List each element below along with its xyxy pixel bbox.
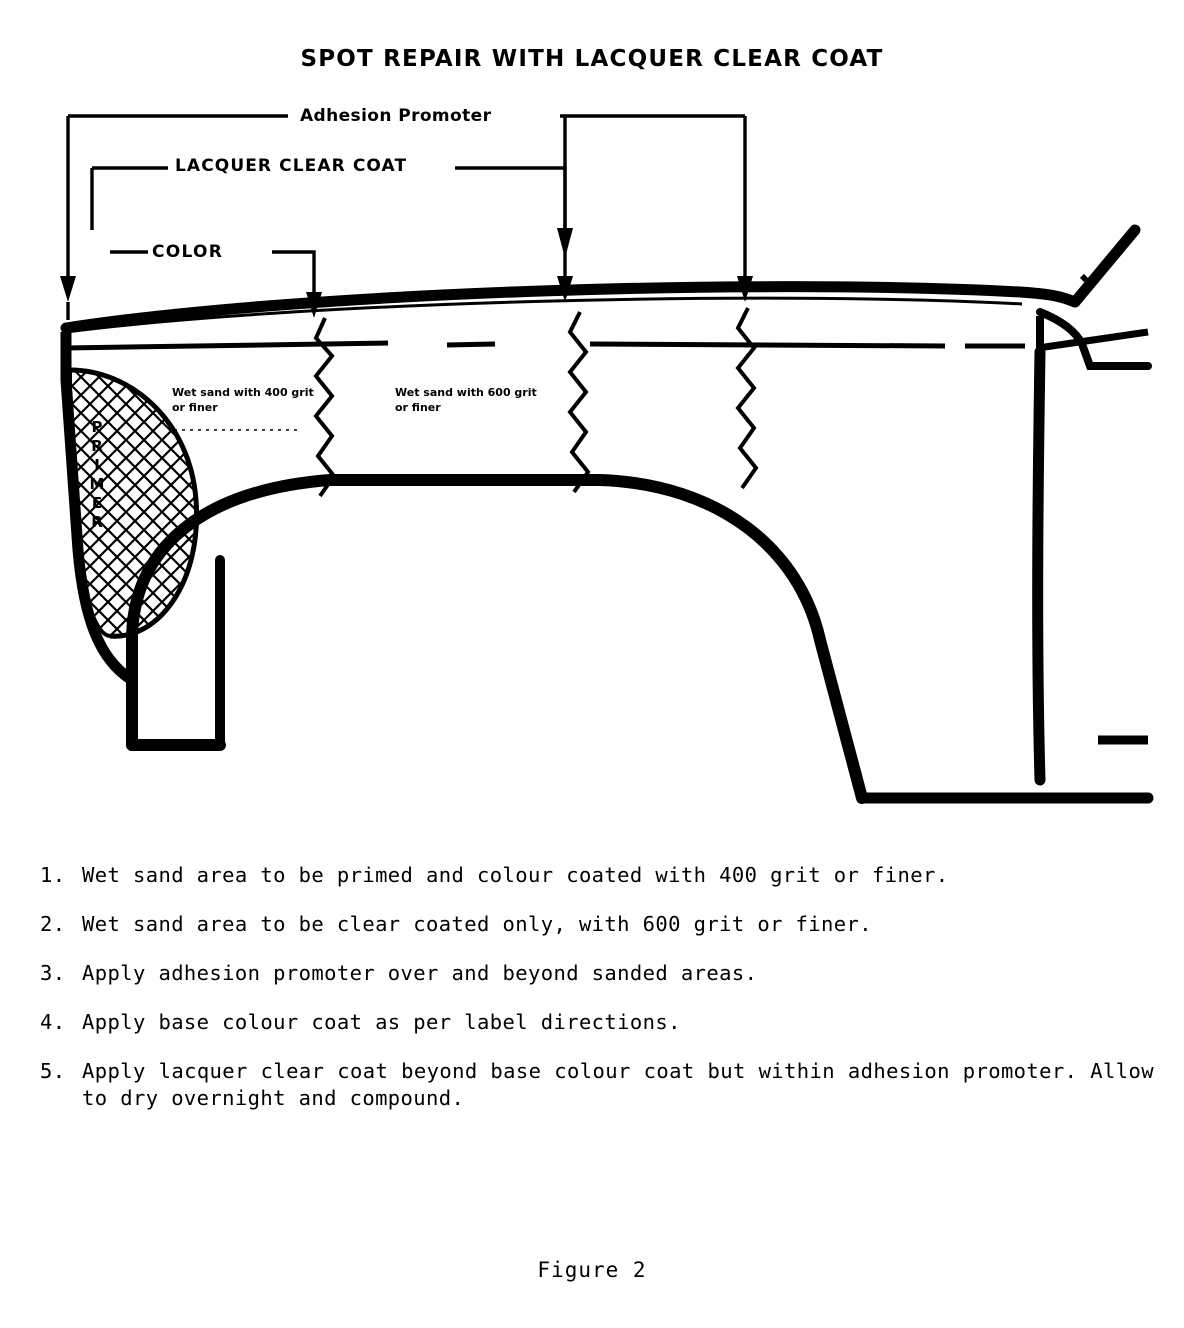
list-item-number: 2.: [40, 912, 66, 936]
list-item-number: 3.: [40, 961, 66, 985]
list-item-text: Apply lacquer clear coat beyond base colour coat but within adhesion promoter. Allow to dry overnight and compound.: [82, 1059, 1154, 1110]
list-item-text: Wet sand area to be clear coated only, with 600 grit or finer.: [82, 912, 873, 936]
callout-lacquer-clear-coat: LACQUER CLEAR COAT: [175, 156, 408, 176]
instruction-list: [0, 862, 1184, 1134]
note-wet-sand-400: Wet sand with 400 grit or finer: [172, 386, 314, 414]
diagram-illustration: [0, 80, 1184, 840]
list-item-text: Apply adhesion promoter over and beyond sanded areas.: [82, 961, 758, 985]
list-item-text: Apply base colour coat as per label directions.: [82, 1010, 681, 1034]
callout-color: COLOR: [152, 242, 224, 262]
callout-adhesion-promoter: Adhesion Promoter: [300, 106, 492, 126]
fender-diagram-svg: [0, 80, 1184, 840]
label-primer: PRIMER: [88, 418, 106, 532]
list-item: [0, 1058, 1184, 1112]
list-item-text: Wet sand area to be primed and colour coated with 400 grit or finer.: [82, 863, 949, 887]
list-item: [0, 960, 1184, 987]
page-title: SPOT REPAIR WITH LACQUER CLEAR COAT: [300, 46, 884, 72]
list-item: [0, 911, 1184, 938]
figure-caption: Figure 2: [537, 1258, 647, 1282]
list-item-number: 5.: [40, 1059, 66, 1083]
list-item: [0, 1009, 1184, 1036]
list-item: [0, 862, 1184, 889]
list-item-number: 1.: [40, 863, 66, 887]
note-wet-sand-600: Wet sand with 600 grit or finer: [395, 386, 537, 414]
list-item-number: 4.: [40, 1010, 66, 1034]
